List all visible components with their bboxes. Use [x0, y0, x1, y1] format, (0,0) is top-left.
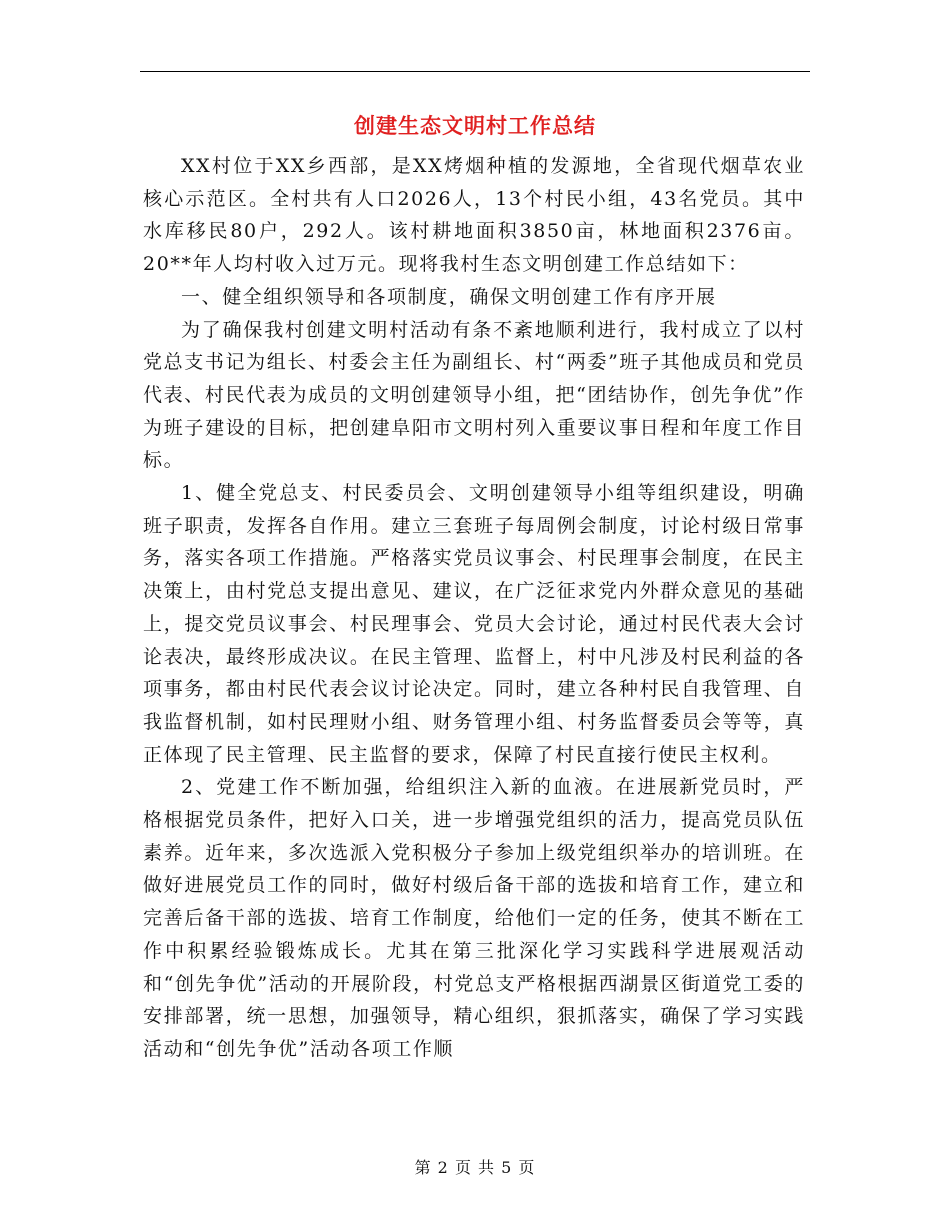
- paragraph-item-1: 1、健全党总支、村民委员会、文明创建领导小组等组织建设，明确班子职责，发挥各自作用。建立三套班子每周例会制度，讨论村级日常事务，落实各项工作措施。严格落实党员议事会、村民理事会制度，在民主决策上，由村党总支提出意见、建议，在广泛征求党内外群众意见的基础上，提交党员议事会、村民理事会、党员大会讨论，通过村民代表大会讨论表决，最终形成决议。在民主管理、监督上，村中凡涉及村民利益的各项事务，都由村民代表会议讨论决定。同时，建立各种村民自我管理、自我监督机制，如村民理财小组、财务管理小组、村务监督委员会等等，真正体现了民主管理、民主监督的要求，保障了村民直接行使民主权利。: [143, 482, 805, 766]
- page-number: 第 2 页 共 5 页: [414, 1158, 536, 1177]
- section-heading-1: 一、健全组织领导和各项制度，确保文明创建工作有序开展: [181, 285, 717, 308]
- paragraph-intro: XX村位于XX乡西部，是XX烤烟种植的发源地，全省现代烟草农业核心示范区。全村共有人口2026人，13个村民小组，43名党员。其中水库移民80户，292人。该村耕地面积3850亩，林地面积2376亩。20**年人均村收入过万元。现将我村生态文明创建工作总结如下：: [143, 155, 805, 276]
- header-rule: [140, 71, 810, 72]
- paragraph-leadership: 为了确保我村创建文明村活动有条不紊地顺利进行，我村成立了以村党总支书记为组长、村委会主任为副组长、村“两委”班子其他成员和党员代表、村民代表为成员的文明创建领导小组，把“团结协作，创先争优”作为班子建设的目标，把创建阜阳市文明村列入重要议事日程和年度工作目标。: [143, 318, 805, 472]
- document-body: [143, 150, 805, 1066]
- document-title: 创建生态文明村工作总结: [354, 113, 596, 138]
- paragraph-item-2: 2、党建工作不断加强，给组织注入新的血液。在进展新党员时，严格根据党员条件，把好入口关，进一步增强党组织的活力，提高党员队伍素养。近年来，多次选派入党积极分子参加上级党组织举办的培训班。在做好进展党员工作的同时，做好村级后备干部的选拔和培育工作，建立和完善后备干部的选拔、培育工作制度，给他们一定的任务，使其不断在工作中积累经验锻炼成长。尤其在第三批深化学习实践科学进展观活动和“创先争优”活动的开展阶段，村党总支严格根据西湖景区街道党工委的安排部署，统一思想，加强领导，精心组织，狠抓落实，确保了学习实践活动和“创先争优”活动各项工作顺: [143, 776, 805, 1060]
